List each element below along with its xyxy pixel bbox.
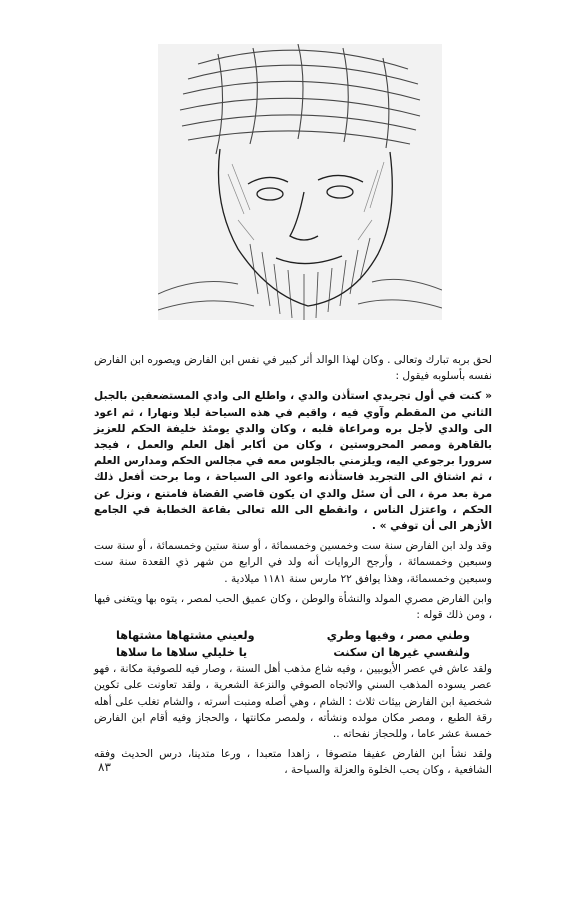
verse-1-left: ولعيني مشتهاها مشتهاها [116, 629, 255, 643]
page-number: ٨٣ [98, 760, 111, 774]
verse-line-2 [94, 644, 492, 661]
verse-2-right: ولنفسي غيرها ان سكنت [333, 646, 470, 660]
birth-paragraph: وقد ولد ابن الفارض سنة ست وخمسين وخمسمائة ، أو سنة ستين وخمسمائة ، أو سنة ست وسبعين وخمسمائة ، وأرجح الروايات أنه ولد في الرابع من شهر ذي القعدة سنة ست وسبعين وخمسمائة، وهذا يوافق ٢٢ مارس سنة ١١٨١ ميلادية . [94, 540, 492, 585]
intro-paragraph: لحق بربه تبارك وتعالى . وكان لهذا الوالد أثر كبير في نفس ابن الفارض ويصوره ابن الفارض نفسه بأسلوبه فيقول : [94, 354, 492, 383]
main-text [94, 352, 492, 783]
verse-line-1 [94, 627, 492, 644]
quote-paragraph: « كنت في أول تجريدي استأذن والدي ، واطلع الى وادي المستضعفين بالجبل الثاني من المقطم وآوي فيه ، واقيم في هذه السياحة ليلا ونهارا ، ثم اعود الى والدي لأجل بره ومراعاة قلبه ، وكان والدي يومئذ خليفة الحكم للعزيز بالقاهرة ومصر المحروستين ، وكان من أكابر أهل العلم والعمل ، فيجد سرورا برجوعي اليه، ويلزمني بالجلوس معه في مجالس الحكم ومدارس العلم ، ثم اشتاق الى التجريد فاستأذنه واعود الى السياحة ، وما برحت أفعل ذلك مرة بعد مرة ، الى أن سئل والدي ان يكون قاضي القضاة فامتنع ، ونزل عن الحكم ، واعتزل الناس ، وانقطع الى الله تعالى بقاعة الخطابة في الجامع الأزهر الى أن توفي » . [94, 390, 492, 533]
origin-paragraph: وابن الفارض مصري المولد والنشأة والوطن ، وكان عميق الحب لمصر ، يتوه بها ويتغنى فيها ، ومن ذلك قوله : [94, 592, 492, 622]
portrait-sketch [158, 44, 442, 320]
upbringing-paragraph: ولقد نشأ ابن الفارض عفيفا متصوفا ، زاهدا متعبدا ، ورعا متدينا، درس الحديث وفقه الشافعية ، وكان يحب الخلوة والعزلة والسياحة ، [94, 748, 492, 777]
verse-2-left: يا خليلي سلاها ما سلاها [116, 646, 248, 660]
era-paragraph: ولقد عاش في عصر الأيوبيين ، وفيه شاع مذهب أهل السنة ، وصار فيه للصوفية مكانة ، فهو عصر يسوده المذهب السني والاتجاه الصوفي والنزعة الشعرية ، ولقد تعاونت على تكوين شخصية ابن الفارض بيئات ثلاث : الشام ، وهي أصله ومنبت أسرته ، والشام تغلب على أهله رقة الطبع ، ومصر مكان مولده ونشأته ، ولمصر مكانتها ، والحجاز وفيه أقام ابن الفارض خمسة عشر عاما ، وللحجاز نفحاته .. [94, 663, 492, 741]
verse-1-right: وطني مصر ، وفيها وطري [326, 629, 470, 643]
